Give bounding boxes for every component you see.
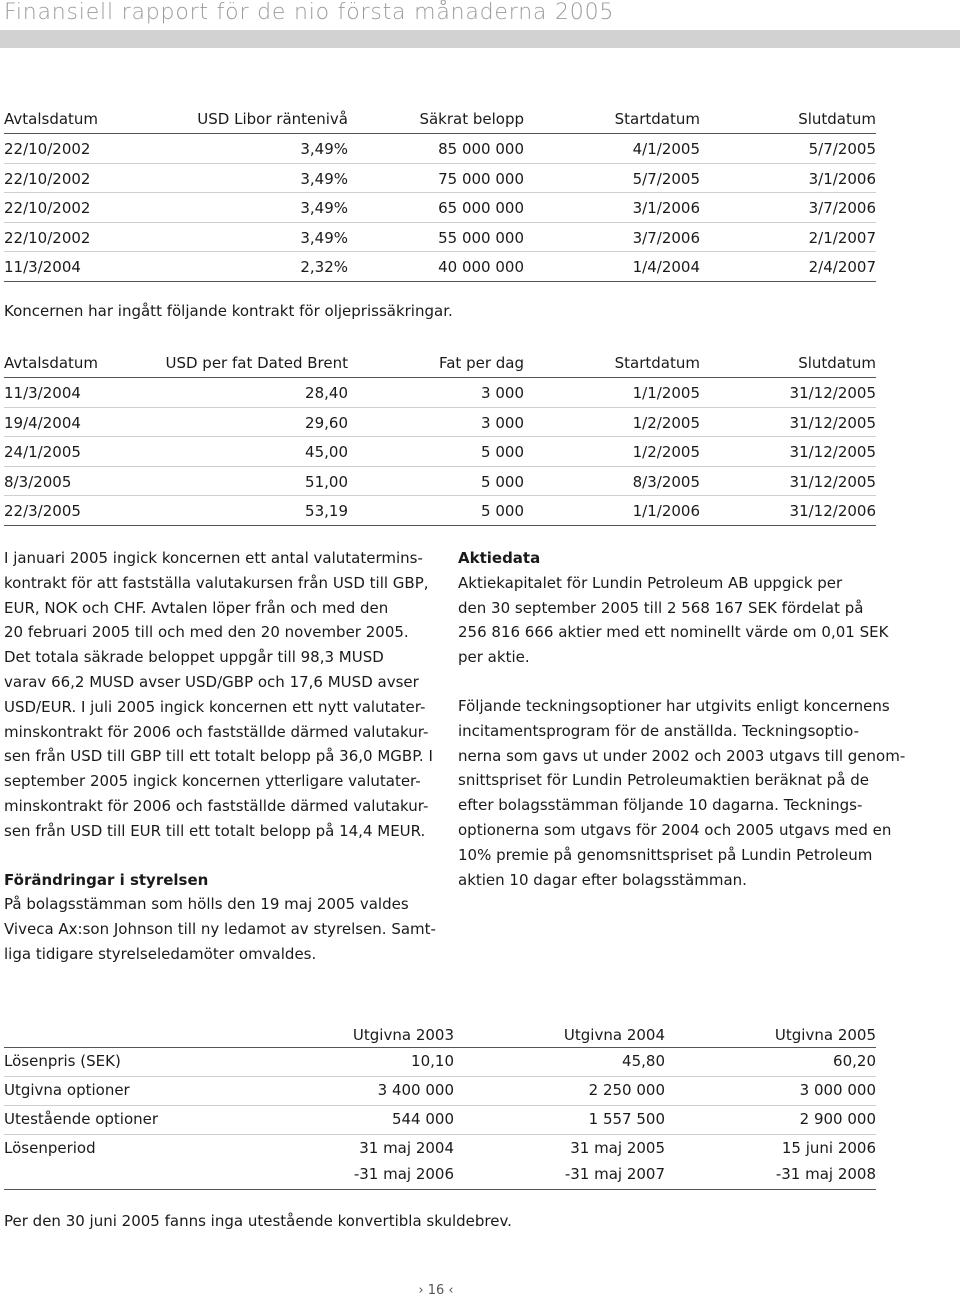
- text-line: 10% premie på genomsnittspriset på Lundin Petroleum: [458, 845, 873, 864]
- table-cell: 5 000: [481, 472, 524, 491]
- header-cell: Utgivna 2003: [352, 1026, 454, 1044]
- table-cell: 3/7/2006: [632, 228, 700, 247]
- row-label: Lösenperiod: [4, 1139, 96, 1157]
- header-cell: Slutdatum: [798, 110, 876, 128]
- table-row: [4, 437, 876, 467]
- table-cell: 2/4/2007: [808, 258, 876, 276]
- table-row: [4, 496, 876, 526]
- table-cell: 10,10: [411, 1052, 454, 1070]
- text-line: Aktiekapitalet för Lundin Petroleum AB uppgick per: [458, 573, 843, 592]
- table-cell: 3/7/2006: [808, 199, 876, 217]
- table-cell: 5 000: [481, 502, 524, 520]
- row-label: Utestående optioner: [4, 1110, 159, 1128]
- header-cell: Säkrat belopp: [419, 110, 524, 128]
- table-cell: 2 900 000: [799, 1110, 876, 1128]
- table-row: [4, 134, 876, 164]
- period-to: -31 maj 2008: [775, 1165, 876, 1183]
- table-row: [4, 378, 876, 408]
- period-cell: [354, 1139, 454, 1183]
- table-cell: 1 557 500: [588, 1110, 665, 1128]
- table-cell: 2,32%: [300, 258, 348, 276]
- left-text-column: [4, 546, 436, 967]
- text-line: liga tidigare styrelseledamöter omvaldes.: [4, 944, 317, 963]
- text-line: minskontrakt för 2006 och fastställde därmed valutakur-: [4, 796, 429, 815]
- text-line: varav 66,2 MUSD avser USD/GBP och 17,6 MUSD avser: [4, 672, 419, 691]
- header-cell: USD Libor räntenivå: [197, 110, 348, 128]
- text-line: 20 februari 2005 till och med den 20 november 2005.: [4, 623, 409, 642]
- text-line: minskontrakt för 2006 och fastställde därmed valutakur-: [4, 722, 429, 741]
- table-cell: 45,80: [622, 1052, 665, 1070]
- table-cell: 3,49%: [300, 169, 348, 188]
- header-cell: USD per fat Dated Brent: [165, 354, 348, 372]
- table-cell: 55 000 000: [438, 228, 524, 247]
- page-title: Finansiell rapport för de nio första månaderna 2005: [4, 0, 615, 25]
- table-cell: 3,49%: [300, 140, 348, 158]
- text-line: aktien 10 dagar efter bolagsstämman.: [458, 870, 747, 889]
- table-cell: 1/2/2005: [632, 443, 700, 461]
- table-cell: 19/4/2004: [4, 413, 81, 432]
- table-cell: 28,40: [305, 384, 348, 402]
- period-to: -31 maj 2007: [564, 1165, 665, 1183]
- text-line: Viveca Ax:son Johnson till ny ledamot av styrelsen. Samt-: [4, 920, 436, 939]
- table-row: [4, 252, 876, 282]
- table-cell: 8/3/2005: [4, 472, 72, 491]
- header-cell: Startdatum: [614, 110, 700, 128]
- table-row: [4, 408, 876, 438]
- table-cell: 31/12/2005: [789, 384, 876, 402]
- period-from: 15 juni 2006: [781, 1139, 876, 1157]
- header-cell: Utgivna 2005: [774, 1026, 876, 1044]
- header-cell: Utgivna 2004: [563, 1026, 665, 1044]
- table-cell: 24/1/2005: [4, 443, 81, 461]
- table-cell: 11/3/2004: [4, 384, 81, 402]
- table-cell: 5/7/2005: [808, 140, 876, 158]
- share-data-heading: Aktiedata: [458, 549, 541, 567]
- period-cell: [776, 1139, 876, 1183]
- table-cell: 1/4/2004: [632, 258, 700, 276]
- table-cell: 53,19: [305, 502, 348, 520]
- table-cell: 5 000: [481, 443, 524, 461]
- period-to: -31 maj 2006: [353, 1165, 454, 1183]
- table-cell: 8/3/2005: [632, 472, 700, 491]
- table-cell: 31/12/2005: [789, 443, 876, 461]
- header-cell: Startdatum: [614, 354, 700, 372]
- libor-table: [4, 106, 876, 282]
- row-label: Utgivna optioner: [4, 1081, 130, 1099]
- table-cell: 544 000: [391, 1110, 454, 1128]
- table-row: [4, 1135, 876, 1190]
- text-line: På bolagsstämman som hölls den 19 maj 2005 valdes: [4, 895, 409, 914]
- table-cell: 3/1/2006: [808, 169, 876, 188]
- text-line: I januari 2005 ingick koncernen ett antal valutatermins-: [4, 549, 423, 567]
- table-cell: 3 000 000: [799, 1081, 876, 1099]
- table-cell: 3 000: [481, 384, 524, 402]
- table-row: [4, 467, 876, 497]
- table-cell: 1/2/2005: [632, 413, 700, 432]
- header-cell: Avtalsdatum: [4, 110, 99, 128]
- table-row: [4, 223, 876, 253]
- table-cell: 3 000: [481, 413, 524, 432]
- table-cell: 4/1/2005: [632, 140, 700, 158]
- header-cell: Fat per dag: [438, 354, 524, 372]
- period-from: 31 maj 2004: [359, 1139, 454, 1157]
- table-cell: 31/12/2005: [789, 472, 876, 491]
- table-cell: 85 000 000: [438, 140, 524, 158]
- text-line: USD/EUR. I juli 2005 ingick koncernen ett nytt valutater-: [4, 697, 426, 716]
- header-cell: Avtalsdatum: [4, 354, 99, 372]
- table-cell: 3,49%: [300, 199, 348, 217]
- table-cell: 60,20: [833, 1052, 876, 1070]
- table-cell: 31/12/2006: [789, 502, 876, 520]
- text-line: efter bolagsstämman följande 10 dagarna. Tecknings-: [458, 796, 863, 815]
- table-cell: 22/10/2002: [4, 169, 91, 188]
- table-row: [4, 1106, 876, 1135]
- text-line: 256 816 666 aktier med ett nominellt värde om 0,01 SEK: [458, 623, 889, 642]
- page-number: › 16 ‹: [418, 1283, 454, 1298]
- table-cell: 40 000 000: [438, 258, 524, 276]
- text-line: september 2005 ingick koncernen ytterligare valutater-: [4, 772, 421, 791]
- table-cell: 45,00: [305, 443, 348, 461]
- text-line: kontrakt för att fastställa valutakursen från USD till GBP,: [4, 573, 429, 592]
- text-line: incitamentsprogram för de anställda. Teckningsoptio-: [458, 721, 859, 740]
- text-line: sen från USD till EUR till ett totalt belopp på 14,4 MEUR.: [4, 821, 426, 840]
- table-cell: 11/3/2004: [4, 258, 81, 276]
- table-cell: 3/1/2006: [632, 199, 700, 217]
- text-line: per aktie.: [458, 648, 530, 667]
- text-line: sen från USD till GBP till ett totalt belopp på 36,0 MGBP. I: [4, 747, 433, 766]
- table-header: [4, 350, 876, 378]
- table-cell: 3,49%: [300, 228, 348, 247]
- period-cell: [565, 1139, 665, 1183]
- table-row: [4, 193, 876, 223]
- text-line: snittspriset för Lundin Petroleumaktien beräknat på de: [458, 771, 870, 790]
- row-label: Lösenpris (SEK): [4, 1052, 121, 1070]
- text-line: den 30 september 2005 till 2 568 167 SEK fördelat på: [458, 598, 864, 617]
- header-cell: Slutdatum: [798, 354, 876, 372]
- table-cell: 22/10/2002: [4, 140, 91, 158]
- table-cell: 2 250 000: [588, 1081, 665, 1099]
- right-text-column: [458, 546, 905, 892]
- table-cell: 22/10/2002: [4, 228, 91, 247]
- table-cell: 5/7/2005: [632, 169, 700, 188]
- table-cell: 22/3/2005: [4, 502, 81, 520]
- table-cell: 1/1/2005: [632, 384, 700, 402]
- period-from: 31 maj 2005: [570, 1139, 665, 1157]
- table-row: [4, 1077, 876, 1106]
- title-bar: [0, 30, 960, 48]
- table-cell: 3 400 000: [377, 1081, 454, 1099]
- table-cell: 1/1/2006: [632, 502, 700, 520]
- table-header: [4, 1024, 876, 1048]
- convertibles-note: Per den 30 juni 2005 fanns inga utestående konvertibla skuldebrev.: [4, 1212, 512, 1230]
- table-row: [4, 164, 876, 194]
- options-table: [4, 1024, 876, 1190]
- text-line: nerna som gavs ut under 2002 och 2003 utgavs till genom-: [458, 746, 906, 765]
- table-cell: 51,00: [305, 472, 348, 491]
- table-cell: 65 000 000: [438, 199, 524, 217]
- oil-table: [4, 350, 876, 526]
- board-heading: Förändringar i styrelsen: [4, 870, 209, 889]
- text-line: EUR, NOK och CHF. Avtalen löper från och med den: [4, 598, 389, 617]
- table-cell: 31/12/2005: [789, 413, 876, 432]
- text-line: Det totala säkrade beloppet uppgår till 98,3 MUSD: [4, 648, 384, 667]
- oil-hedge-intro: Koncernen har ingått följande kontrakt för oljeprissäkringar.: [4, 302, 453, 320]
- table-cell: 22/10/2002: [4, 199, 91, 217]
- text-line: Följande teckningsoptioner har utgivits enligt koncernens: [458, 696, 890, 715]
- table-cell: 2/1/2007: [808, 228, 876, 247]
- table-cell: 75 000 000: [438, 169, 524, 188]
- table-header: [4, 106, 876, 134]
- table-cell: 29,60: [305, 413, 348, 432]
- text-line: optionerna som utgavs för 2004 och 2005 utgavs med en: [458, 820, 892, 839]
- table-row: [4, 1048, 876, 1077]
